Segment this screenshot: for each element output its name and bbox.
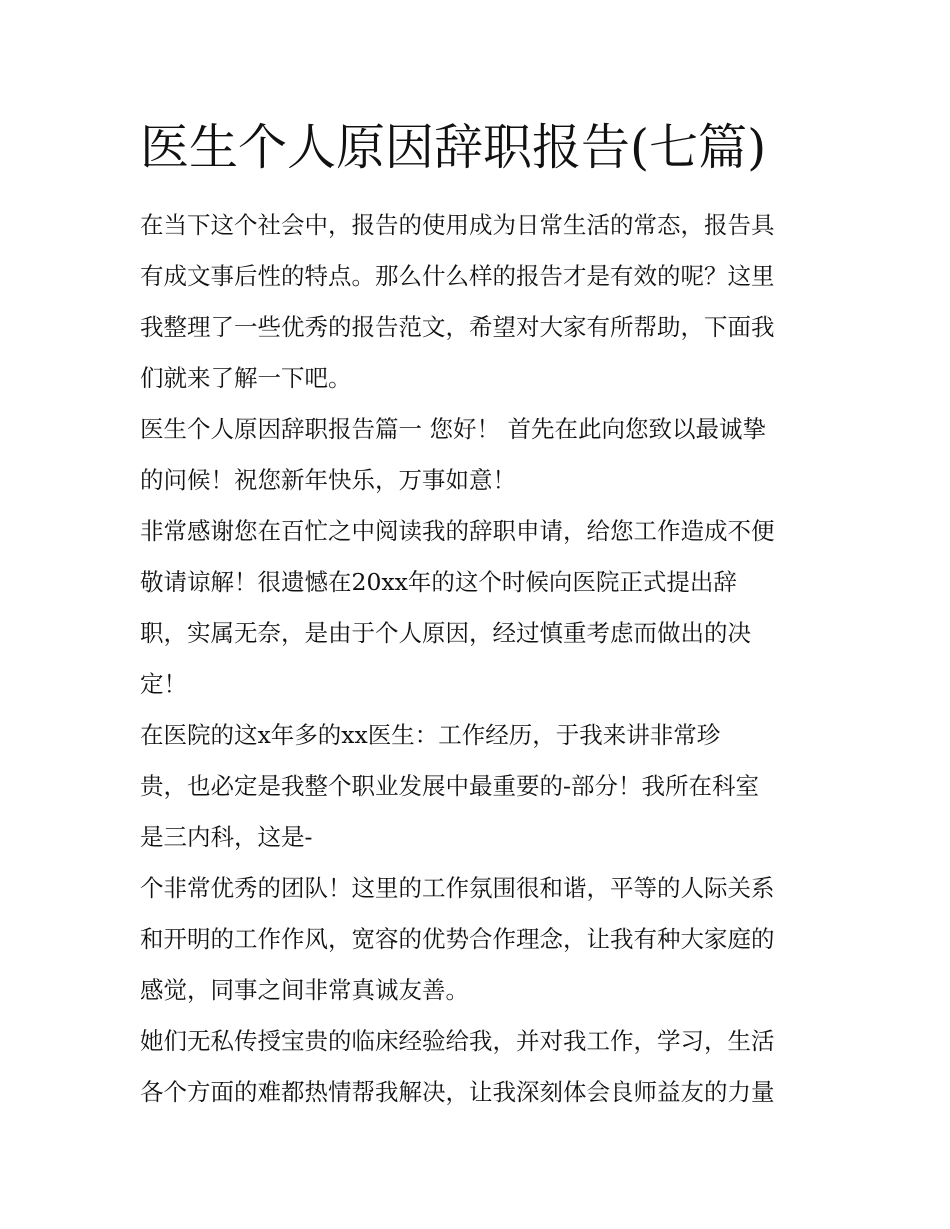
text-line: 的问候！祝您新年快乐，万事如意！ bbox=[140, 466, 516, 494]
paragraph-team bbox=[140, 863, 820, 1016]
paragraph-intro bbox=[140, 200, 820, 404]
text-line: 医生个人原因辞职报告篇一 您好！ 首先在此向您致以最诚挚 bbox=[140, 415, 766, 443]
document-title: 医生个人原因辞职报告(七篇) bbox=[140, 119, 767, 176]
text-line: 和开明的工作作风，宽容的优势合作理念，让我有种大家庭的 bbox=[140, 925, 775, 953]
document-body bbox=[140, 200, 820, 1118]
text-line: 在医院的这x年多的xx医生：工作经历，于我来讲非常珍 bbox=[140, 721, 721, 749]
text-line: 个非常优秀的团队！这里的工作氛围很和谐，平等的人际关系 bbox=[140, 874, 775, 902]
text-line: 贵，也必定是我整个职业发展中最重要的-部分！我所在科室 bbox=[140, 772, 759, 800]
paragraph-greeting bbox=[140, 404, 820, 506]
text-line: 定！ bbox=[140, 670, 187, 698]
text-line: 她们无私传授宝贵的临床经验给我，并对我工作，学习，生活 bbox=[140, 1027, 775, 1055]
text-line: 非常感谢您在百忙之中阅读我的辞职申请，给您工作造成不便 bbox=[140, 517, 775, 545]
text-line: 有成文事后性的特点。那么什么样的报告才是有效的呢？这里 bbox=[140, 262, 775, 290]
text-line: 敬请谅解！很遗憾在20xx年的这个时候向医院正式提出辞 bbox=[140, 568, 737, 596]
text-line: 们就来了解一下吧。 bbox=[140, 364, 352, 392]
paragraph-colleagues bbox=[140, 1016, 820, 1118]
text-line: 感觉，同事之间非常真诚友善。 bbox=[140, 976, 469, 1004]
paragraph-thanks bbox=[140, 506, 820, 710]
paragraph-experience bbox=[140, 710, 820, 863]
text-line: 在当下这个社会中，报告的使用成为日常生活的常态，报告具 bbox=[140, 211, 775, 239]
text-line: 职，实属无奈，是由于个人原因，经过慎重考虑而做出的决 bbox=[140, 619, 751, 647]
text-line: 我整理了一些优秀的报告范文，希望对大家有所帮助，下面我 bbox=[140, 313, 775, 341]
text-line: 各个方面的难都热情帮我解决，让我深刻体会良师益友的力量 bbox=[140, 1078, 775, 1106]
text-line: 是三内科，这是- bbox=[140, 823, 313, 851]
